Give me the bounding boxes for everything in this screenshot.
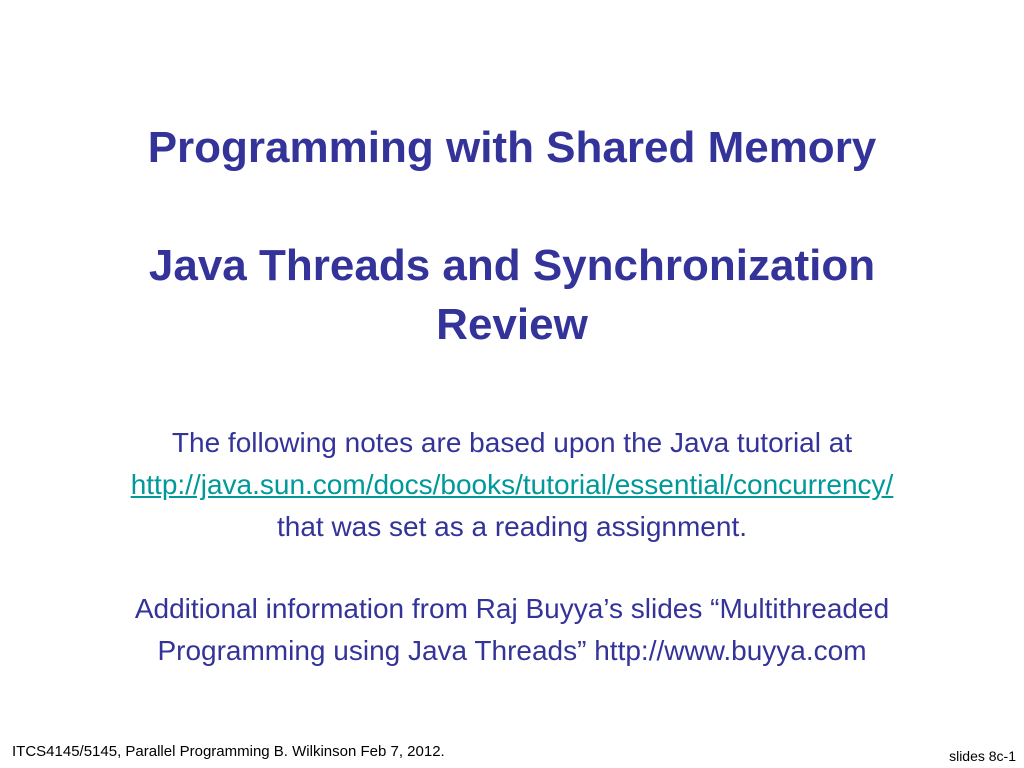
footer-course-info: ITCS4145/5145, Parallel Programming B. Wilkinson Feb 7, 2012.	[12, 743, 445, 760]
tutorial-link[interactable]: http://java.sun.com/docs/books/tutorial/essential/concurrency/	[130, 469, 894, 500]
additional-info-line2: Programming using Java Threads” http://www.buyya.com	[157, 635, 867, 666]
title-line-main: Programming with Shared Memory	[147, 123, 877, 172]
title-line-subtitle: Java Threads and Synchronization	[148, 241, 876, 290]
slide-title	[0, 118, 1024, 354]
footer-slide-number: slides 8c-1	[949, 748, 1016, 764]
additional-info	[0, 588, 1024, 672]
tutorial-note-line: The following notes are based upon the Java tutorial at	[171, 427, 853, 458]
title-spacer	[0, 177, 1024, 236]
tutorial-note	[0, 422, 1024, 548]
tutorial-note-end: that was set as a reading assignment.	[276, 511, 748, 542]
title-line-subtitle-cont: Review	[436, 300, 588, 349]
additional-info-line1: Additional information from Raj Buyya’s slides “Multithreaded	[134, 593, 890, 624]
tutorial-link-line	[0, 464, 1024, 506]
